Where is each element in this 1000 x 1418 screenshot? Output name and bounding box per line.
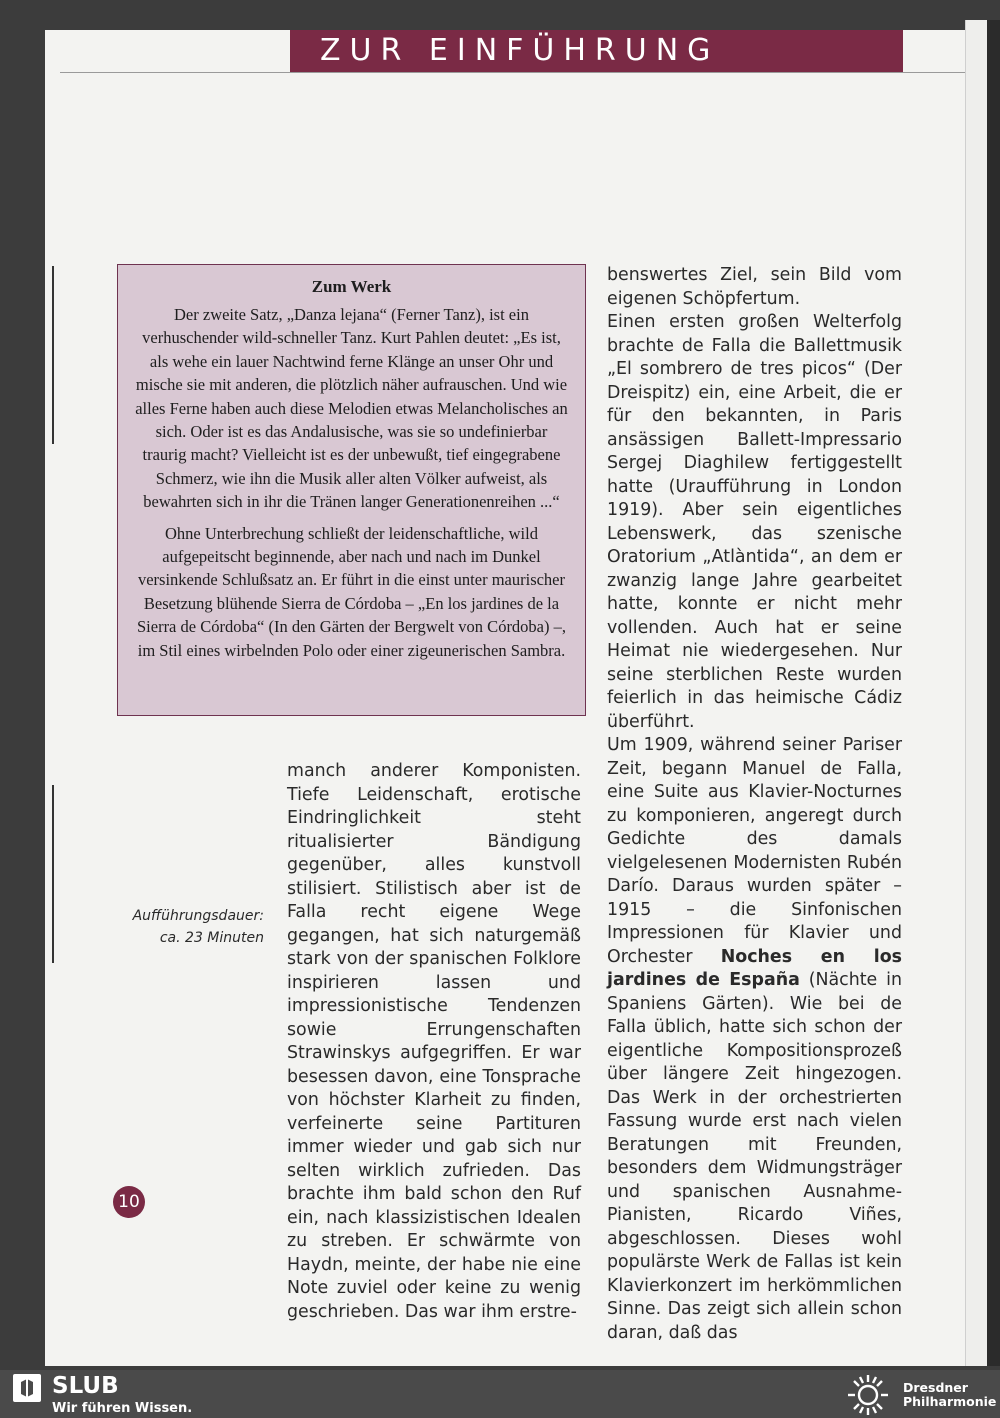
binding-mark-top [52, 266, 54, 444]
scan-shadow [987, 20, 1000, 1366]
right-column-paragraph-2: Einen ersten großen Welterfolg brachte de Falla die Ballettmusik „El sombrero de tres picos“ (Der Dreispitz) ein, eine Arbeit, die er für den bekannten, in Paris ansässigen Ballett-Impressario Sergej Diaghilew fertiggestellt hatte (Uraufführung in London 1919). Aber sein eigentliches Lebenswerk, das szenische Oratorium „Atlàntida“, an dem er zwanzig lange Jahre gearbeitet hatte, konnte er nicht mehr vollenden. Auch hat er seine Heimat nie wiedergesehen. Nur seine sterblichen Reste wurden feierlich in das heimische Cádiz überführt. [607, 312, 902, 732]
duration-label: Aufführungsdauer: [132, 908, 264, 924]
info-box-heading: Zum Werk [311, 277, 392, 296]
header-rule [60, 72, 965, 73]
dp-name-line-1: Dresdner [903, 1380, 968, 1395]
binding-mark-bottom [52, 785, 54, 963]
page-number: 10 [113, 1186, 145, 1218]
right-column-paragraph-3 [607, 734, 902, 1345]
dresdner-philharmonie-name [903, 1381, 996, 1409]
slub-tagline: Wir führen Wissen. [52, 1401, 193, 1416]
info-box-paragraph-1: Der zweite Satz, „Danza lejana“ (Ferner Tanz), ist ein verhuschender wild-schneller Tanz. Kurt Pahlen deutet: „Es ist, als wehe ein lauer Nachtwind ferne Klänge an unser Ohr und mische sie mit anderen, die plötzlich näher aufrauschen. Und wie alles Ferne haben auch diese Melodien etwas Melancholisches an sich. Oder ist es das Andalusische, was sie so undefinierbar traurig macht? Vielleicht ist es der unbewußt, tief eingegrabene Schmerz, wie ihn die Musik aller alten Völker aufweist, als bewahrten sich in ihr die Tränen langer Generationenreihen ...“ [135, 305, 568, 512]
text-column-middle [287, 760, 581, 1324]
slub-logo-icon [12, 1373, 42, 1403]
info-box-paragraph-2: Ohne Unterbrechung schließt der leidenschaftliche, wild aufgepeitscht beginnende, aber nach und nach im Dunkel versinkende Schlußsatz an. Er führt in die einst unter maurischer Besetzung blühende Sierra de Córdoba – „En los jardines de la Sierra de Córdoba“ (In den Gärten der Bergwelt von Córdoba) –, im Stil eines wirbelnden Polo oder einer zigeunerischen Sambra. [136, 523, 567, 660]
duration-value: ca. 23 Minuten [159, 930, 264, 946]
section-header: ZUR EINFÜHRUNG [290, 30, 903, 72]
right-column-paragraph-1: benswertes Ziel, sein Bild vom eigenen Schöpfertum. [607, 265, 902, 309]
info-box [117, 264, 586, 716]
dresdner-philharmonie-logo-icon [842, 1373, 894, 1417]
next-page-edge [965, 20, 988, 1366]
slub-title: SLUB [52, 1373, 119, 1399]
middle-column-paragraph: manch anderer Komponisten. Tiefe Leidenschaft, erotische Eindringlichkeit steht ritualisierter Bändigung gegenüber, alles kunstvoll stilisiert. Stilistisch aber ist de Falla recht eigene Wege gegangen, hat sich naturgemäß stark von der spanischen Folklore inspirieren lassen und impressionistische Tendenzen sowie Errungenschaften Strawinskys aufgegriffen. Er war besessen davon, eine Tonsprache von höchster Klarheit zu finden, verfeinerte seine Partituren immer wieder und gab sich nur selten wirklich zufrieden. Das brachte ihm bald schon den Ruf ein, nach klassizistischen Idealen zu streben. Er schwärmte von Haydn, meinte, der habe nie eine Note zuviel oder keine zu wenig geschrieben. Das war ihm erstre- [287, 761, 581, 1322]
paragraph-3-text-before: Um 1909, während seiner Pariser Zeit, begann Manuel de Falla, eine Suite aus Klavier-Nocturnes zu komponieren, angeregt durch Gedichte des damals vielgelesenen Modernisten Rubén Darío. Daraus wurden später – 1915 – die Sinfonischen Impressionen für Klavier und Orchester [607, 735, 902, 967]
performance-duration-note [110, 905, 264, 949]
dp-name-line-2: Philharmonie [903, 1394, 997, 1409]
work-title: Noches en los jardines de España [607, 946, 902, 990]
text-column-right [607, 264, 902, 1345]
paragraph-3-text-after: (Nächte in Spaniens Gärten). Wie bei de Falla üblich, hatte sich schon der eigentliche Kompositionsprozeß über längere Zeit hingezogen. Das Werk in der orchestrierten Fassung wurde erst nach vielen Beratungen mit Freunden, besonders dem Widmungsträger und spanischen Ausnahme-Pianisten, Ricardo Viñes, abgeschlossen. Dieses wohl populärste Werk de Fallas ist kein Klavierkonzert im herkömmlichen Sinne. Das zeigt sich allein schon daran, daß das [607, 970, 902, 1343]
